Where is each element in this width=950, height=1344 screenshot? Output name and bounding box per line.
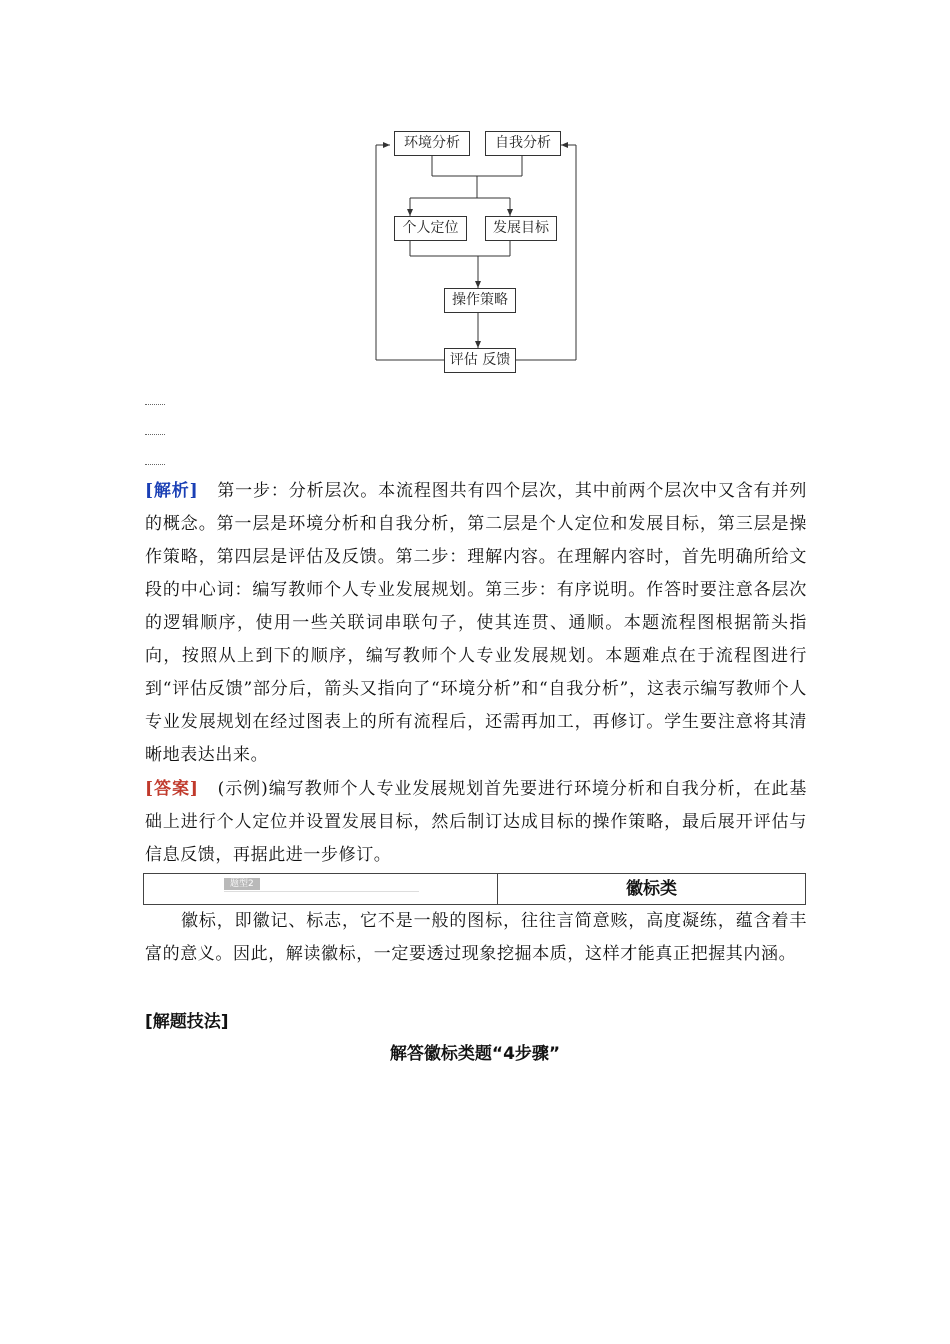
flow-box-feedback: 评估 反馈 (444, 348, 516, 373)
flow-box-position: 个人定位 (394, 216, 467, 241)
intro-paragraph: 徽标，即徽记、标志，它不是一般的图标，往往言简意赅，高度凝练，蕴含着丰富的意义。因此，解读徽标，一定要透过现象挖掘本质，这样才能真正把握其内涵。 (145, 911, 807, 964)
analysis-text: 第一步：分析层次。本流程图共有四个层次，其中前两个层次中又含有并列的概念。第一层是环境分析和自我分析，第二层是个人定位和发展目标，第三层是操作策略，第四层是评估及反馈。第二步：理解内容。在理解内容时，首先明确所给文段的中心词：编写教师个人专业发展规划。第三步：有序说明。作答时要注意各层次的逻辑顺序，使用一些关联词串联句子，使其连贯、通顺。本题流程图根据箭头指向，按照从上到下的顺序，编写教师个人专业发展规划。本题难点在于流程图进行到“评估反馈”部分后，箭头又指向了“环境分析”和“自我分析”，这表示编写教师个人专业发展规划在经过图表上的所有流程后，还需再加工，再修订。学生要注意将其清晰地表达出来。 (145, 481, 807, 765)
analysis-tag: [解析] (145, 481, 199, 501)
answer-tag: [答案] (145, 779, 199, 799)
analysis-paragraph (145, 475, 807, 772)
method-heading: [解题技法] (145, 1012, 229, 1032)
flow-box-environment: 环境分析 (394, 131, 470, 156)
question-type-badge: 题型2 (224, 878, 260, 890)
flow-box-strategy: 操作策略 (444, 288, 516, 313)
flowchart (360, 120, 600, 380)
flowchart-connectors (360, 120, 600, 380)
dotted-mark (145, 463, 165, 465)
dotted-mark (145, 403, 165, 405)
method-title: 解答徽标类题“4步骤” (389, 1044, 561, 1064)
dotted-mark (145, 433, 165, 435)
answer-paragraph (145, 773, 807, 872)
answer-text: (示例)编写教师个人专业发展规划首先要进行环境分析和自我分析，在此基础上进行个人定位并设置发展目标，然后制订达成目标的操作策略，最后展开评估与信息反馈，再据此进一步修订。 (145, 779, 807, 865)
badge-underline (224, 891, 419, 892)
section-title: 徽标类 (626, 879, 677, 899)
section-bar (143, 873, 806, 905)
flow-box-goal: 发展目标 (485, 216, 557, 241)
flow-box-self: 自我分析 (485, 131, 561, 156)
